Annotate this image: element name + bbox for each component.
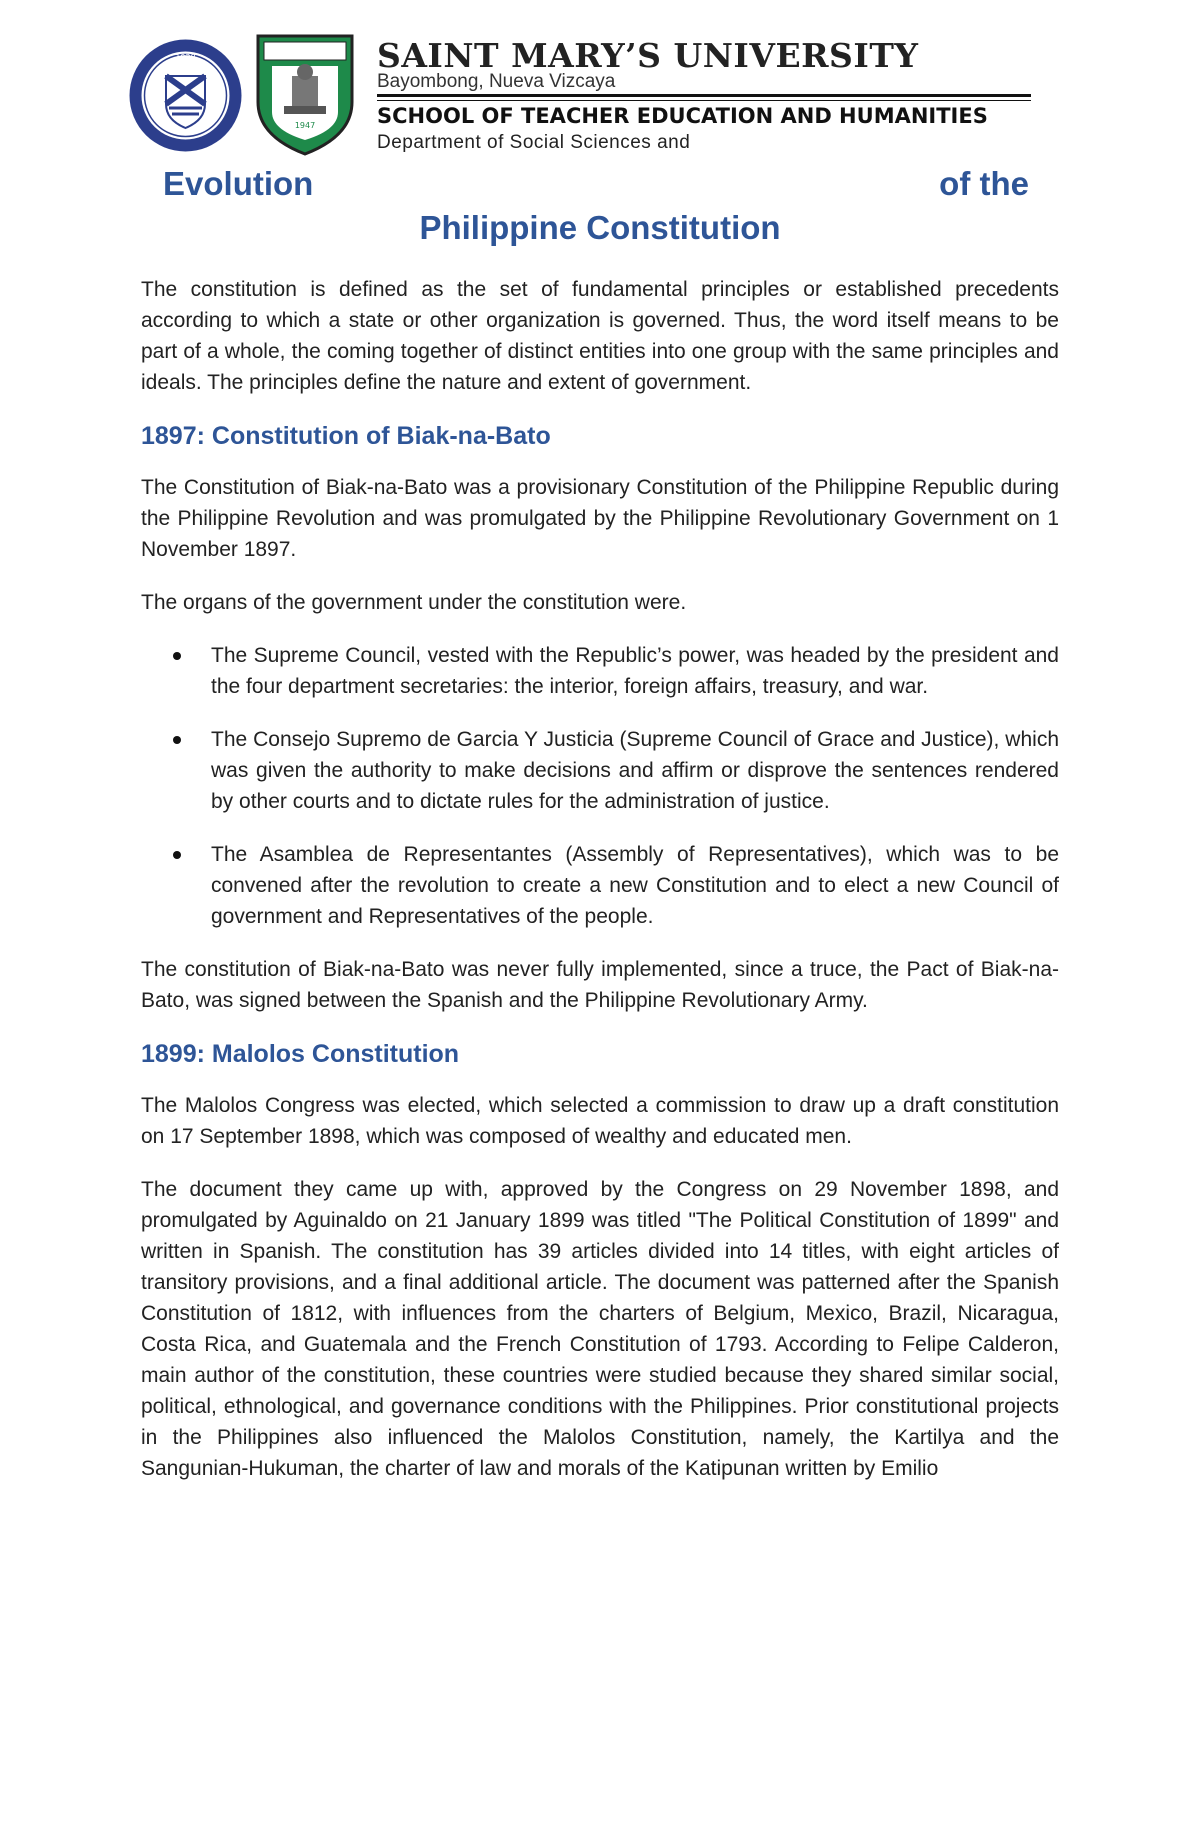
university-location: Bayombong, Nueva Vizcaya bbox=[377, 71, 616, 92]
seal-text: 1928 bbox=[175, 53, 196, 62]
letterhead bbox=[0, 0, 1200, 160]
paragraph: The organs of the government under the constitution were. bbox=[141, 591, 687, 614]
school-name: SCHOOL OF TEACHER EDUCATION AND HUMANITIES bbox=[377, 104, 988, 128]
list-item-text: The Supreme Council, vested with the Republic’s power, was headed by the president and the four department secretaries: the interior, foreign affairs, treasury, and war. bbox=[211, 644, 1059, 698]
university-seal-logo bbox=[128, 38, 243, 153]
department-name: Department of Social Sciences and bbox=[377, 132, 691, 153]
paragraph: The document they came up with, approved by the Congress on 29 November 1898, and promulgated by Aguinaldo on 21 January 1899 was titled "The Political Constitution of 1899" and written in Spanish. The constitution has 39 articles divided into 14 titles, with eight articles of transitory provisions, and a final additional article. The document was patterned after the Spanish Constitution of 1812, with influences from the charters of Belgium, Mexico, Brazil, Nicaragua, Costa Rica, and Guatemala and the French Constitution of 1793. According to Felipe Calderon, main author of the constitution, these countries were studied because they shared similar social, political, ethnological, and governance conditions with the Philippines. Prior constitutional projects in the Philippines also influenced the Malolos Constitution, namely, the Kartilya and the Sangunian-Hukuman, the charter of law and morals of the Katipunan written by Emilio bbox=[141, 1178, 1059, 1480]
bullet-icon bbox=[173, 736, 181, 744]
title-line-2: Philippine Constitution bbox=[419, 209, 781, 246]
paragraph: The constitution of Biak-na-Bato was never fully implemented, since a truce, the Pact of Biak-na-Bato, was signed between the Spanish and the Philippine Revolutionary Army. bbox=[141, 958, 1059, 1012]
paragraph: The Malolos Congress was elected, which selected a commission to draw up a draft constitution on 17 September 1898, which was composed of wealthy and educated men. bbox=[141, 1094, 1059, 1148]
shield-year: 1947 bbox=[294, 121, 316, 130]
university-name: SAINT MARY’S UNIVERSITY bbox=[377, 36, 919, 75]
title-word-of-the: of the bbox=[939, 165, 1029, 202]
list-item bbox=[211, 640, 1059, 702]
list-item bbox=[211, 724, 1059, 817]
list-item-text: The Consejo Supremo de Garcia Y Justicia (Supreme Council of Grace and Justice), which was given the authority to make decisions and affirm or disprove the sentences rendered by other courts and to dictate rules for the administration of justice. bbox=[211, 728, 1059, 813]
header-rule-thick bbox=[377, 94, 1031, 97]
document-body bbox=[141, 274, 1059, 1506]
title-word-evolution: Evolution bbox=[163, 165, 314, 202]
header-rule-thin bbox=[377, 100, 1031, 101]
organs-list bbox=[141, 640, 1059, 932]
section-heading-malolos: 1899: Malolos Constitution bbox=[141, 1040, 460, 1068]
bullet-icon bbox=[173, 851, 181, 859]
bullet-icon bbox=[173, 652, 181, 660]
list-item-text: The Asamblea de Representantes (Assembly of Representatives), which was to be convened after the revolution to create a new Constitution and to elect a new Council of government and Representatives of the people. bbox=[211, 843, 1059, 928]
paragraph: The Constitution of Biak-na-Bato was a provisionary Constitution of the Philippine Republic during the Philippine Revolution and was promulgated by the Philippine Revolutionary Government on 1 November 1897. bbox=[141, 476, 1059, 561]
section-heading-biak-na-bato: 1897: Constitution of Biak-na-Bato bbox=[141, 422, 551, 450]
list-item bbox=[211, 839, 1059, 932]
school-shield-logo bbox=[254, 32, 356, 156]
intro-paragraph: The constitution is defined as the set of fundamental principles or established precedents according to which a state or other organization is governed. Thus, the word itself means to be part of a whole, the coming together of distinct entities into one group with the same principles and ideals. The principles define the nature and extent of government. bbox=[141, 278, 1059, 394]
